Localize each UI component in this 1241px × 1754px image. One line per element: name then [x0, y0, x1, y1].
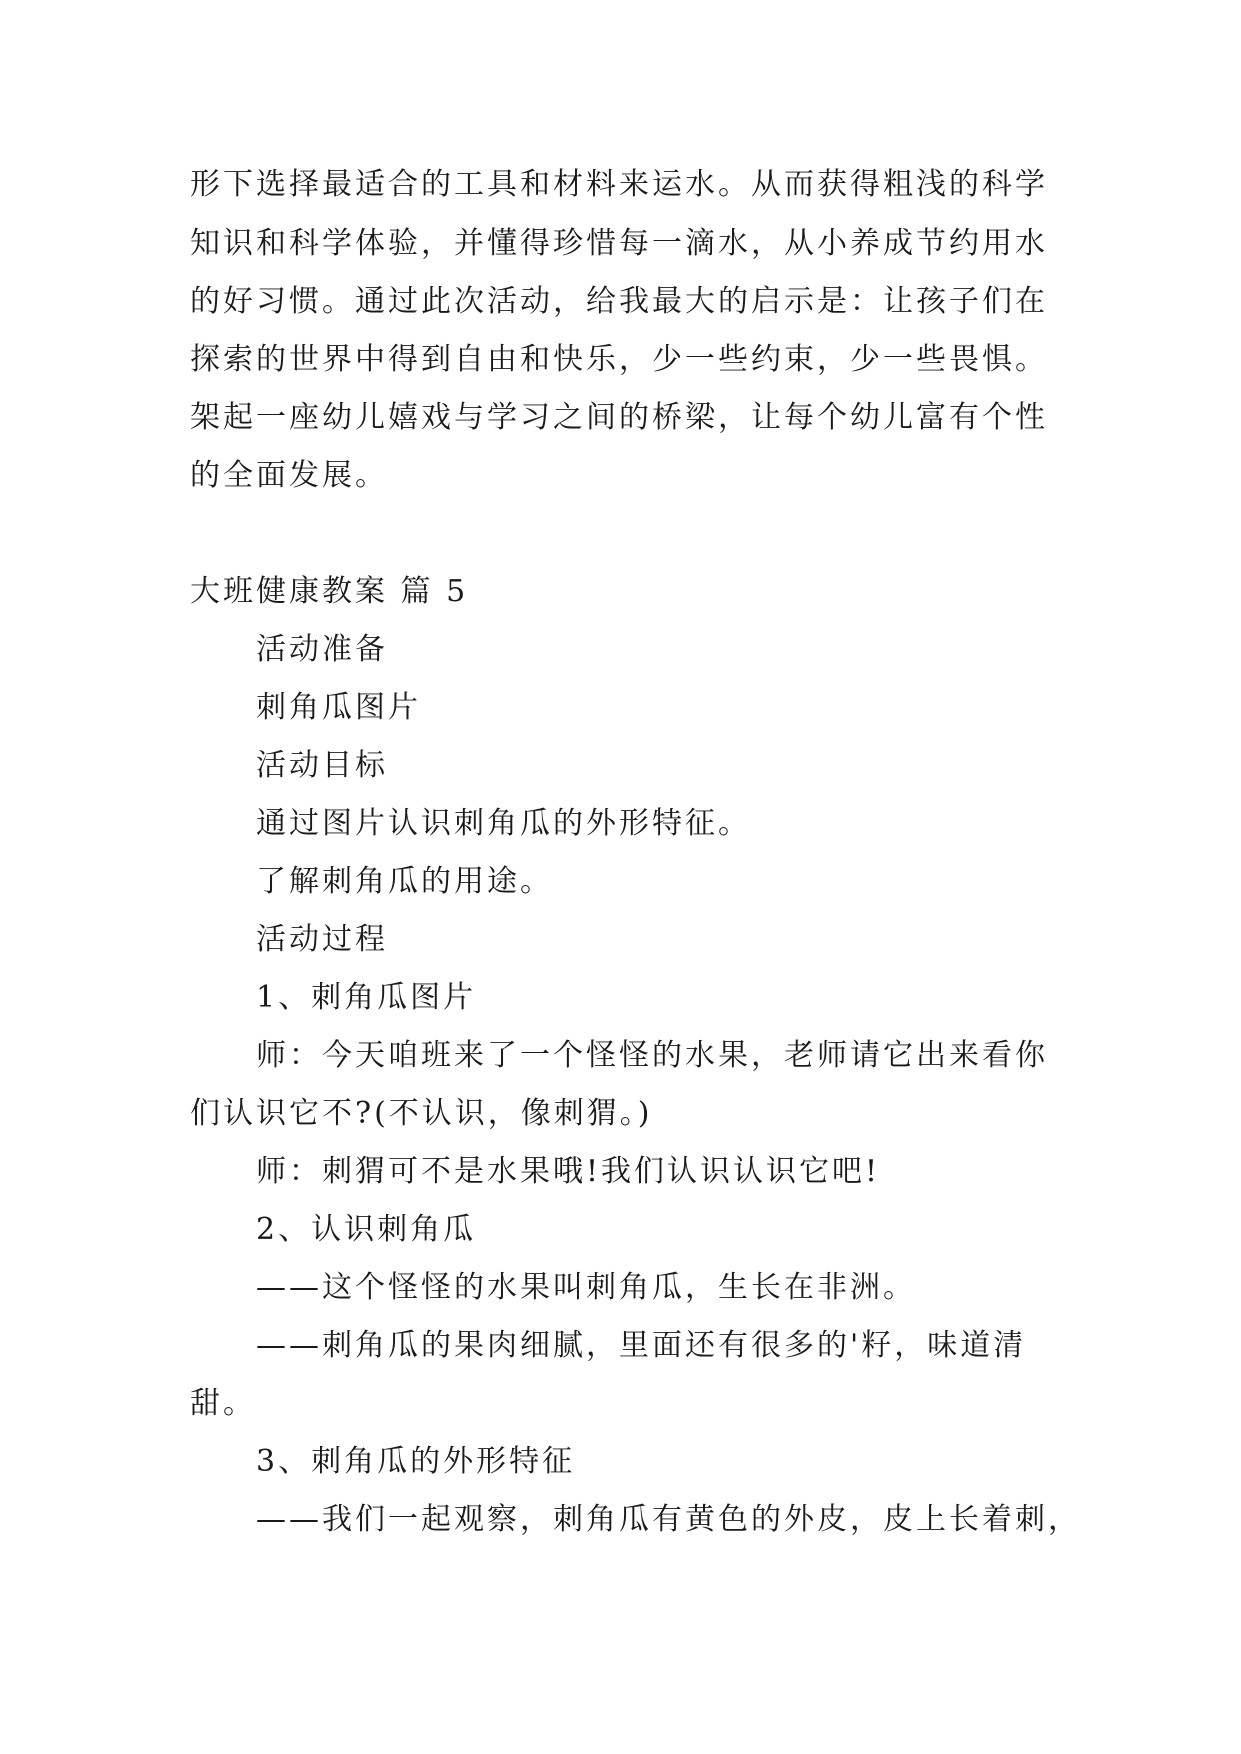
- body-line: 通过图片认识刺角瓜的外形特征。: [256, 806, 751, 841]
- body-line: 师：今天咱班来了一个怪怪的水果，老师请它出来看你: [256, 1038, 1048, 1073]
- paragraph-line: 的好习惯。通过此次活动，给我最大的启示是：让孩子们在: [190, 284, 1048, 319]
- paragraph-line: 探索的世界中得到自由和快乐，少一些约束，少一些畏惧。: [190, 342, 1048, 377]
- step-heading: 2、认识刺角瓜: [256, 1212, 477, 1247]
- body-line: 师：刺猬可不是水果哦!我们认识认识它吧!: [256, 1154, 881, 1189]
- paragraph-line: 形下选择最适合的工具和材料来运水。从而获得粗浅的科学: [190, 167, 1048, 202]
- paragraph-line: 架起一座幼儿嬉戏与学习之间的桥梁，让每个幼儿富有个性: [190, 400, 1048, 435]
- section-heading: 活动准备: [256, 632, 388, 667]
- paragraph-line: 知识和科学体验，并懂得珍惜每一滴水，从小养成节约用水: [190, 226, 1048, 261]
- body-line: ——这个怪怪的水果叫刺角瓜，生长在非洲。: [256, 1270, 916, 1305]
- body-line: 了解刺角瓜的用途。: [256, 864, 553, 899]
- body-line: 甜。: [190, 1386, 256, 1421]
- body-line: ——我们一起观察，刺角瓜有黄色的外皮，皮上长着刺，: [256, 1502, 1081, 1537]
- body-line: 们认识它不?(不认识，像刺猬。): [190, 1096, 653, 1131]
- body-line: ——刺角瓜的果肉细腻，里面还有很多的'籽，味道清: [256, 1328, 1027, 1363]
- section-title: 大班健康教案 篇 5: [190, 574, 469, 609]
- body-line: 刺角瓜图片: [256, 690, 421, 725]
- section-heading: 活动目标: [256, 748, 388, 783]
- section-heading: 活动过程: [256, 922, 388, 957]
- paragraph-line: 的全面发展。: [190, 458, 388, 493]
- step-heading: 3、刺角瓜的外形特征: [256, 1444, 576, 1479]
- step-heading: 1、刺角瓜图片: [256, 980, 477, 1015]
